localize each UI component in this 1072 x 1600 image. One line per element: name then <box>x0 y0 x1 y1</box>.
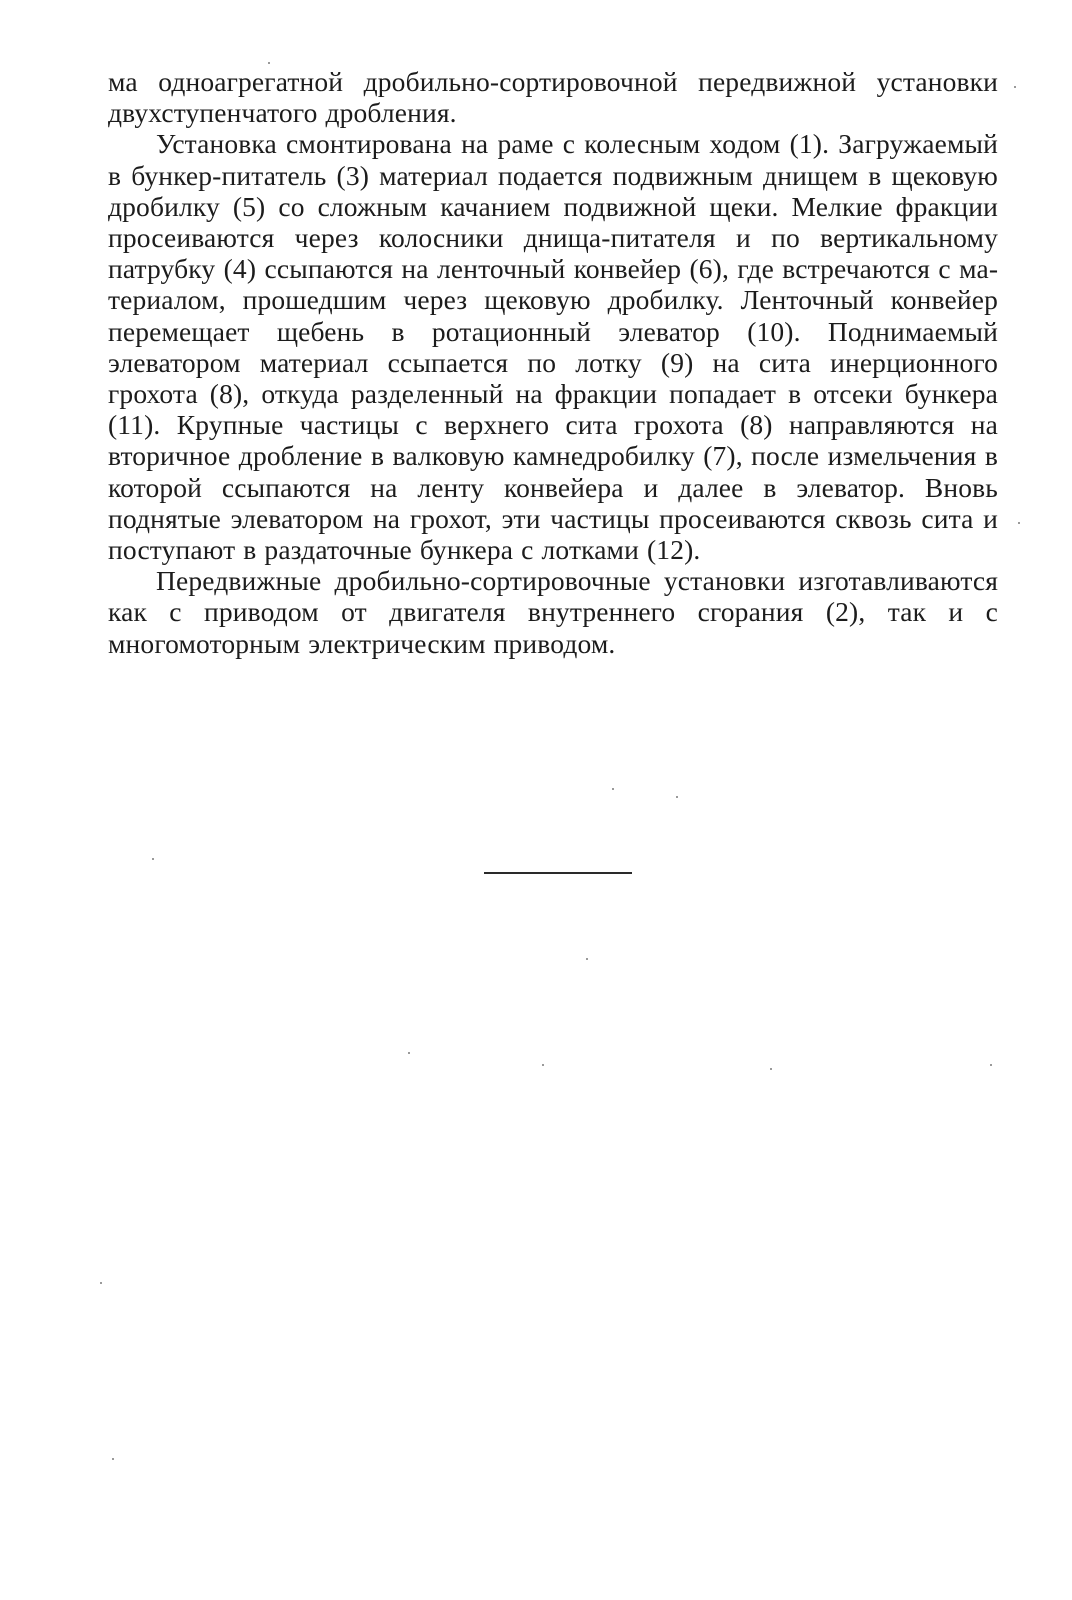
scan-speck <box>152 858 154 860</box>
scan-speck <box>100 1282 102 1284</box>
scan-speck <box>1018 522 1020 524</box>
scan-speck <box>586 958 588 960</box>
scan-speck <box>770 1068 772 1070</box>
scan-speck <box>112 1458 114 1460</box>
scan-speck <box>408 1052 410 1054</box>
body-text <box>108 66 998 659</box>
scan-speck <box>542 1064 544 1066</box>
scan-speck <box>1014 86 1016 88</box>
scan-speck <box>676 796 678 798</box>
scan-speck <box>990 1064 992 1066</box>
paragraph-continuation: ма одноагрегатной дробильно-сортировочной передвижной установки двухступенчатого дробления. <box>108 66 998 129</box>
paragraph-drive-types: Передвижные дробильно-сортировочные установки изготавливаются как с приводом от двигателя внутреннего сгорания (2), так и с многомоторным электрическим приводом. <box>108 565 998 659</box>
scan-speck <box>268 62 270 64</box>
paragraph-installation-description: Установка смонтирована на раме с колесным ходом (1). Загружаемый в бункер-питатель (3) материал подается подвижным днищем в щековую дробилку (5) со сложным качанием подвижной щеки. Мелкие фракции просеиваются через колосники днища-питателя и по вертикальному патрубку (4) ссыпаются на ленточный конвейер (6), где встречаются с материалом, прошедшим через щековую дробилку. Ленточный конвейер перемещает щебень в ротационный элеватор (10). Поднимаемый элеватором материал ссыпается по лотку (9) на сита инерционного грохота (8), откуда разделенный на фракции попадает в отсеки бункера (11). Крупные частицы с верхнего сита грохота (8) направляются на вторичное дробление в валковую камнедробилку (7), после измельчения в которой ссыпаются на ленту конвейера и далее в элеватор. Вновь поднятые элеватором на грохот, эти частицы просеиваются сквозь сита и поступают в раздаточные бункера с лотками (12). <box>108 128 998 566</box>
section-end-rule <box>484 872 632 874</box>
scan-speck <box>612 788 614 790</box>
